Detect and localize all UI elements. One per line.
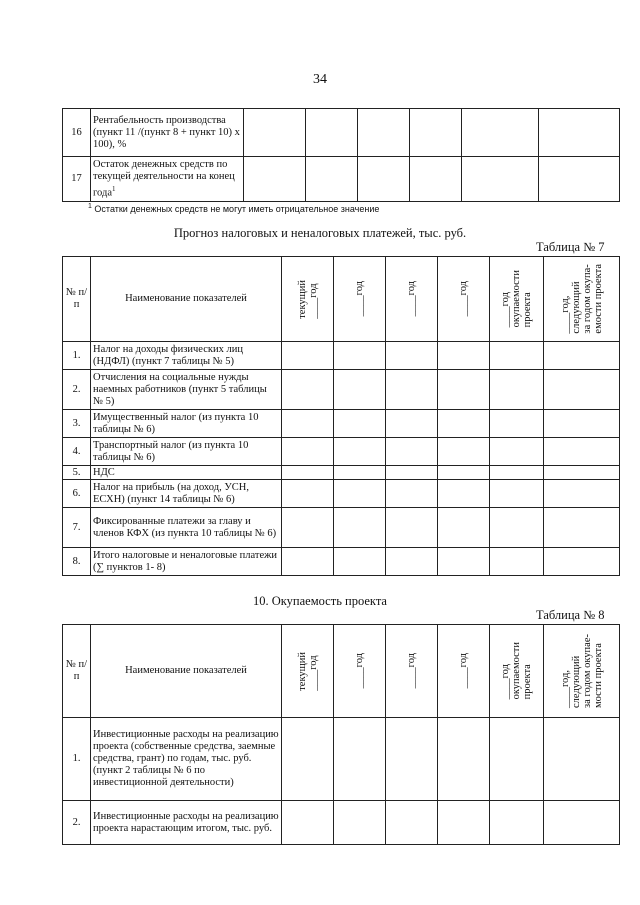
table-cell[interactable]: [282, 548, 334, 576]
row-name: Итого налоговые и неналоговые платежи (∑ пунктов 1- 8): [91, 548, 282, 576]
row-number: 17: [63, 157, 91, 202]
footnote-text: Остатки денежных средств не могут иметь отрицательное значение: [94, 204, 380, 214]
header-name: Наименование показателей: [91, 257, 282, 342]
table-cell[interactable]: [438, 548, 490, 576]
table-header-row: [63, 257, 620, 342]
footnote: [88, 203, 379, 214]
table-cell[interactable]: [386, 410, 438, 438]
table-cell[interactable]: [544, 801, 620, 845]
table-cell[interactable]: [334, 342, 386, 370]
table-row: [63, 410, 620, 438]
row-number: 4.: [63, 438, 91, 466]
table-cell[interactable]: [544, 508, 620, 548]
table-cell[interactable]: [282, 342, 334, 370]
table8-label: Таблица № 8: [536, 608, 605, 622]
table-row: [63, 508, 620, 548]
table-8: [62, 624, 620, 845]
table-cell[interactable]: [282, 718, 334, 801]
table-cell[interactable]: [544, 548, 620, 576]
table-cell[interactable]: [386, 466, 438, 480]
table-cell[interactable]: [334, 480, 386, 508]
table-cell[interactable]: [544, 480, 620, 508]
table-cell[interactable]: [544, 466, 620, 480]
table-cell[interactable]: [358, 109, 410, 157]
table-cell[interactable]: [490, 438, 544, 466]
row-name: Инвестиционные расходы на реализацию проекта (собственные средства, заемные средства, грант) по годам, тыс. руб. (пункт 2 таблицы № 6 по инвестиционной деятельности): [91, 718, 282, 801]
table-cell[interactable]: [539, 109, 620, 157]
row-number: 2.: [63, 370, 91, 410]
table-cell[interactable]: [334, 410, 386, 438]
header-col: ____год: [386, 625, 438, 718]
row-name: Фиксированные платежи за главу и членов КФХ (из пункта 10 таблицы № 6): [91, 508, 282, 548]
table-row: [63, 157, 620, 202]
table-cell[interactable]: [282, 370, 334, 410]
table-cell[interactable]: [244, 157, 306, 202]
table-cell[interactable]: [438, 508, 490, 548]
table-row: [63, 718, 620, 801]
table-row: [63, 370, 620, 410]
table-cell[interactable]: [386, 370, 438, 410]
row-name: Остаток денежных средств по текущей деятельности на конец года$^1$: [91, 157, 244, 202]
table-cell[interactable]: [490, 342, 544, 370]
table-row: [63, 342, 620, 370]
table-cell[interactable]: [386, 548, 438, 576]
table-row: [63, 801, 620, 845]
table-row: [63, 548, 620, 576]
header-number: № п/п: [63, 625, 91, 718]
table-cell[interactable]: [334, 548, 386, 576]
table-cell[interactable]: [438, 480, 490, 508]
footnote-mark: 1: [112, 184, 116, 193]
table-cell[interactable]: [490, 370, 544, 410]
table-cell[interactable]: [490, 466, 544, 480]
row-name: НДС: [91, 466, 282, 480]
table-cell[interactable]: [386, 801, 438, 845]
table-cell[interactable]: [438, 466, 490, 480]
row-number: 1.: [63, 718, 91, 801]
header-col: ____год: [334, 625, 386, 718]
row-name: Отчисления на социальные нужды наемных работников (пункт 5 таблицы № 5): [91, 370, 282, 410]
header-number: № п/п: [63, 257, 91, 342]
table-cell[interactable]: [490, 480, 544, 508]
table-cell[interactable]: [438, 370, 490, 410]
table8-title: 10. Окупаемость проекта: [253, 594, 387, 608]
table-cell[interactable]: [490, 410, 544, 438]
table-header-row: [63, 625, 620, 718]
table-cell[interactable]: [282, 466, 334, 480]
table-cell[interactable]: [462, 157, 539, 202]
table-7: [62, 256, 620, 576]
table-cell[interactable]: [438, 801, 490, 845]
table-cell[interactable]: [386, 508, 438, 548]
header-col: текущий ____год: [282, 625, 334, 718]
page-number: 34: [313, 72, 327, 87]
header-col: ____год окупаемости проекта: [490, 625, 544, 718]
table-cell[interactable]: [282, 480, 334, 508]
row-number: 16: [63, 109, 91, 157]
table-cell[interactable]: [282, 508, 334, 548]
table-cell[interactable]: [386, 718, 438, 801]
header-col: ____год: [438, 257, 490, 342]
table-cell[interactable]: [438, 438, 490, 466]
header-name: Наименование показателей: [91, 625, 282, 718]
table-cell[interactable]: [334, 466, 386, 480]
table-cell[interactable]: [539, 157, 620, 202]
table-cell[interactable]: [306, 109, 358, 157]
table-cell[interactable]: [386, 480, 438, 508]
table-row: [63, 480, 620, 508]
row-number: 2.: [63, 801, 91, 845]
table-cell[interactable]: [544, 438, 620, 466]
table-cell[interactable]: [438, 718, 490, 801]
table-cell[interactable]: [282, 410, 334, 438]
header-col: ____год: [438, 625, 490, 718]
table-cell[interactable]: [334, 718, 386, 801]
table-cell[interactable]: [490, 548, 544, 576]
row-name: Налог на доходы физических лиц (НДФЛ) (пункт 7 таблицы № 5): [91, 342, 282, 370]
table-cell[interactable]: [244, 109, 306, 157]
row-number: 7.: [63, 508, 91, 548]
row-number: 5.: [63, 466, 91, 480]
table-cell[interactable]: [358, 157, 410, 202]
row-name: Имущественный налог (из пункта 10 таблицы № 6): [91, 410, 282, 438]
table-cell[interactable]: [334, 438, 386, 466]
table-cell[interactable]: [438, 342, 490, 370]
row-name: Транспортный налог (из пункта 10 таблицы № 6): [91, 438, 282, 466]
top-table: [62, 108, 620, 202]
table-row: [63, 109, 620, 157]
row-number: 3.: [63, 410, 91, 438]
table-cell[interactable]: [490, 508, 544, 548]
table-row: [63, 438, 620, 466]
row-name: Налог на прибыль (на доход, УСН, ЕСХН) (пункт 14 таблицы № 6): [91, 480, 282, 508]
table7-title: Прогноз налоговых и неналоговых платежей, тыс. руб.: [173, 226, 467, 240]
table-cell[interactable]: [306, 157, 358, 202]
table-cell[interactable]: [334, 370, 386, 410]
row-number: 1.: [63, 342, 91, 370]
footnote-mark: 1: [88, 203, 92, 210]
table-cell[interactable]: [438, 410, 490, 438]
header-col: ____год, следующий за годом окупае- мости проекта: [544, 625, 620, 718]
row-name: Инвестиционные расходы на реализацию проекта нарастающим итогом, тыс. руб.: [91, 801, 282, 845]
table-cell[interactable]: [410, 157, 462, 202]
row-number: 6.: [63, 480, 91, 508]
row-name: Рентабельность производства (пункт 11 /(пункт 8 + пункт 10) х 100), %: [91, 109, 244, 157]
table7-label: Таблица № 7: [536, 240, 605, 254]
table-cell[interactable]: [386, 438, 438, 466]
header-col: ____год: [334, 257, 386, 342]
table-cell[interactable]: [544, 718, 620, 801]
header-col: ____год окупаемости проекта: [490, 257, 544, 342]
table-cell[interactable]: [282, 438, 334, 466]
row-number: 8.: [63, 548, 91, 576]
table-cell[interactable]: [386, 342, 438, 370]
table-cell[interactable]: [544, 410, 620, 438]
header-col: текущий ____год: [282, 257, 334, 342]
table-cell[interactable]: [334, 508, 386, 548]
table-cell[interactable]: [544, 342, 620, 370]
table-cell[interactable]: [544, 370, 620, 410]
header-col: ____год, следующий за годом окупа- емости проекта: [544, 257, 620, 342]
table-cell[interactable]: [334, 801, 386, 845]
table-cell[interactable]: [410, 109, 462, 157]
table-cell[interactable]: [490, 718, 544, 801]
table-row: [63, 466, 620, 480]
table-cell[interactable]: [282, 801, 334, 845]
table-cell[interactable]: [462, 109, 539, 157]
header-col: ____год: [386, 257, 438, 342]
table-cell[interactable]: [490, 801, 544, 845]
